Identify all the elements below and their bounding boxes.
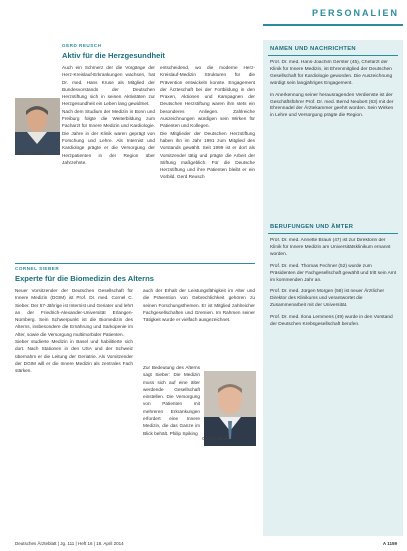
paragraph: Zur Bedeutung des Alterns sagt Sieber: Die Medizin muss sich auf eine älter werdende Gesellschaft einstellen. Die Versorgung von Patienten mit mehreren Erkrankungen erfordert eine Innere Medizin, die das Ganze im Blick behält. Philip Spiking: [143, 365, 200, 436]
article2-portrait: [204, 371, 256, 446]
article1-photo-caption: Gerd Reusch: [17, 151, 45, 156]
article1-headline: Aktiv für die Herzgesundheit: [62, 51, 165, 60]
sidebar-section1-title: NAMEN UND NACHRICHTEN: [270, 46, 356, 52]
footer-citation: Deutsches Ärzteblatt | Jg. 111 | Heft 16 | 18. April 2014: [15, 541, 124, 546]
article1-portrait: [15, 98, 60, 155]
paragraph: Sieber studierte Medizin in Basel und habilitierte sich dort. Nach Stationen in den USA und der Schweiz übernahm er die Leitung der Geriatrie. Als Vorsitzender der DGIM will er die Innere Medizin als zentrales Fach stärken.: [15, 339, 133, 374]
sidebar-section1-rule: [268, 55, 398, 56]
page-number: A 1159: [382, 541, 397, 546]
rubric-divider: [263, 24, 403, 26]
list-item: Prof. Dr. med. Ilona Lemmens (49) wurde in den Vorstand der Deutschen Krebsgesellschaft berufen.: [270, 315, 393, 328]
paragraph: Auch ein Schmerz der die Vorgänge der Herz-Kreislauf-Erkrankungen wachsen, hat Dr. med. Hans Kruse als Mitglied der Bundesvorstands der Deutschen Herzstiftung sich in seinen Aktivitäten zur Herzgesundheit ein Leben lang gewidmet.: [62, 65, 155, 107]
article2-col1-text: [15, 287, 133, 375]
list-item: Prof. Dr. med. Annette Braun (47) ist zur Direktorin der Klinik für Innere Medizin am Universitätsklinikum ernannt worden.: [270, 238, 391, 257]
paragraph: entscheidend, wo die moderne Herz-Kreislauf-Medizin Strukturen für die Prävention entwickeln konnte. Engagement der Ärzteschaft bei der Fortbildung in den Praxen, Aktionen und Kampagnen der Deutschen Herzstiftung waren ihm stets ein besonderes Anliegen. Zahlreiche Auszeichnungen würdigen sein Wirken für Patienten und Kollegen.: [160, 65, 255, 129]
sidebar-section2-body: [270, 238, 397, 532]
article1-column-2: [160, 64, 255, 260]
article1-column-1: [62, 64, 155, 260]
paragraph: Neuer Vorsitzender der Deutschen Gesellschaft für Innere Medizin (DGIM) ist Prof. Dr. med. Cornel C. Sieber. Der 57-Jährige ist Internist und Geriater und lehrt an der Friedrich-Alexander-Universität Erlangen-Nürnberg. Sein Schwerpunkt ist die Biomedizin des Alterns, insbesondere die Ernährung und Sarkopenie im Alter, sowie die Versorgung multimorbider Patienten.: [15, 288, 133, 337]
sidebar-section2-title: BERUFUNGEN UND ÄMTER: [270, 224, 354, 230]
paragraph: Die Mitglieder der Deutschen Herzstiftung haben ihn im Jahr 1991 zum Mitglied des Vorstands gewählt. Seit 1999 ist er dort als Vorsitzender tätig und prägte die Arbeit der Stiftung maßgeblich. Für die Deutsche Herzstiftung und ihre Patienten bleibt er ein Vorbild. Gerd Reusch: [160, 130, 255, 180]
paragraph: auch der Erhalt der Leistungsfähigkeit im Alter und die Prävention von Gebrechlichkeit gehören zu seinen Forschungsthemen. Er ist Mitglied zahlreicher Fachgesellschaften und Gremien. Im Rahmen seiner Tätigkeit wurde er vielfach ausgezeichnet.: [143, 288, 255, 323]
sidebar-section1-items: [270, 60, 397, 120]
article2-author: CORNEL SIEBER: [15, 266, 60, 271]
sidebar-section2-rule: [268, 233, 398, 234]
article2-column-2-top: [143, 287, 255, 362]
list-item: Prof. Dr. med. Thomas Fechner (52) wurde zum Präsidenten der Fachgesellschaft gewählt und tritt sein Amt im kommenden Jahr an.: [270, 263, 397, 283]
portrait-man-icon: [15, 98, 60, 155]
article2-headline: Experte für die Biomedizin des Alterns: [15, 274, 154, 283]
article2-column-1: [15, 287, 133, 534]
sidebar-section1-body: [270, 60, 397, 218]
list-item: Prof. Dr. med. Jürgen Morgen (58) ist neuer Ärztlicher Direktor des Klinikums und verantwortet die Zusammenarbeit mit der Universität.: [270, 289, 385, 309]
article2-divider: [15, 263, 255, 264]
portrait-man-icon: [204, 371, 256, 446]
article1-col2-text: [160, 64, 255, 181]
article2-photo-caption: Cornel Sieber: [202, 436, 231, 441]
sidebar-section2-items: [270, 238, 397, 329]
article1-col1-text: [62, 64, 155, 166]
section-rubric: PERSONALIEN: [311, 8, 399, 18]
article2-column-2-bottom: [143, 364, 200, 534]
list-item: Prof. Dr. med. Hans-Joachim Gerster (45), Chefarzt der Klinik für Innere Medizin, ist Ehrenmitglied der Deutschen Gesellschaft für Kardiologie geworden. Die Auszeichnung würdigt sein langjähriges Engagement.: [270, 60, 393, 86]
paragraph: Nach dem Studium der Medizin in Bonn und Freiburg folgte die Weiterbildung zum Facharzt für Innere Medizin und Kardiologie. Die Jahre in der Klinik waren geprägt von Forschung und Lehre. Als Internist und Kardiologe prägte er die Versorgung der Herzpatienten in der Region über Jahrzehnte.: [62, 108, 155, 165]
list-item: In Anerkennung seiner herausragenden Verdienste ist der Geschäftsführer Prof. Dr. med. Bernd Neubert (63) mit der Ehrennadel der Ärztekammer geehrt worden. Sein Wirken in Lehre und Versorgung prägte die Region.: [270, 92, 394, 119]
article1-author: GERD REUSCH: [62, 43, 102, 48]
